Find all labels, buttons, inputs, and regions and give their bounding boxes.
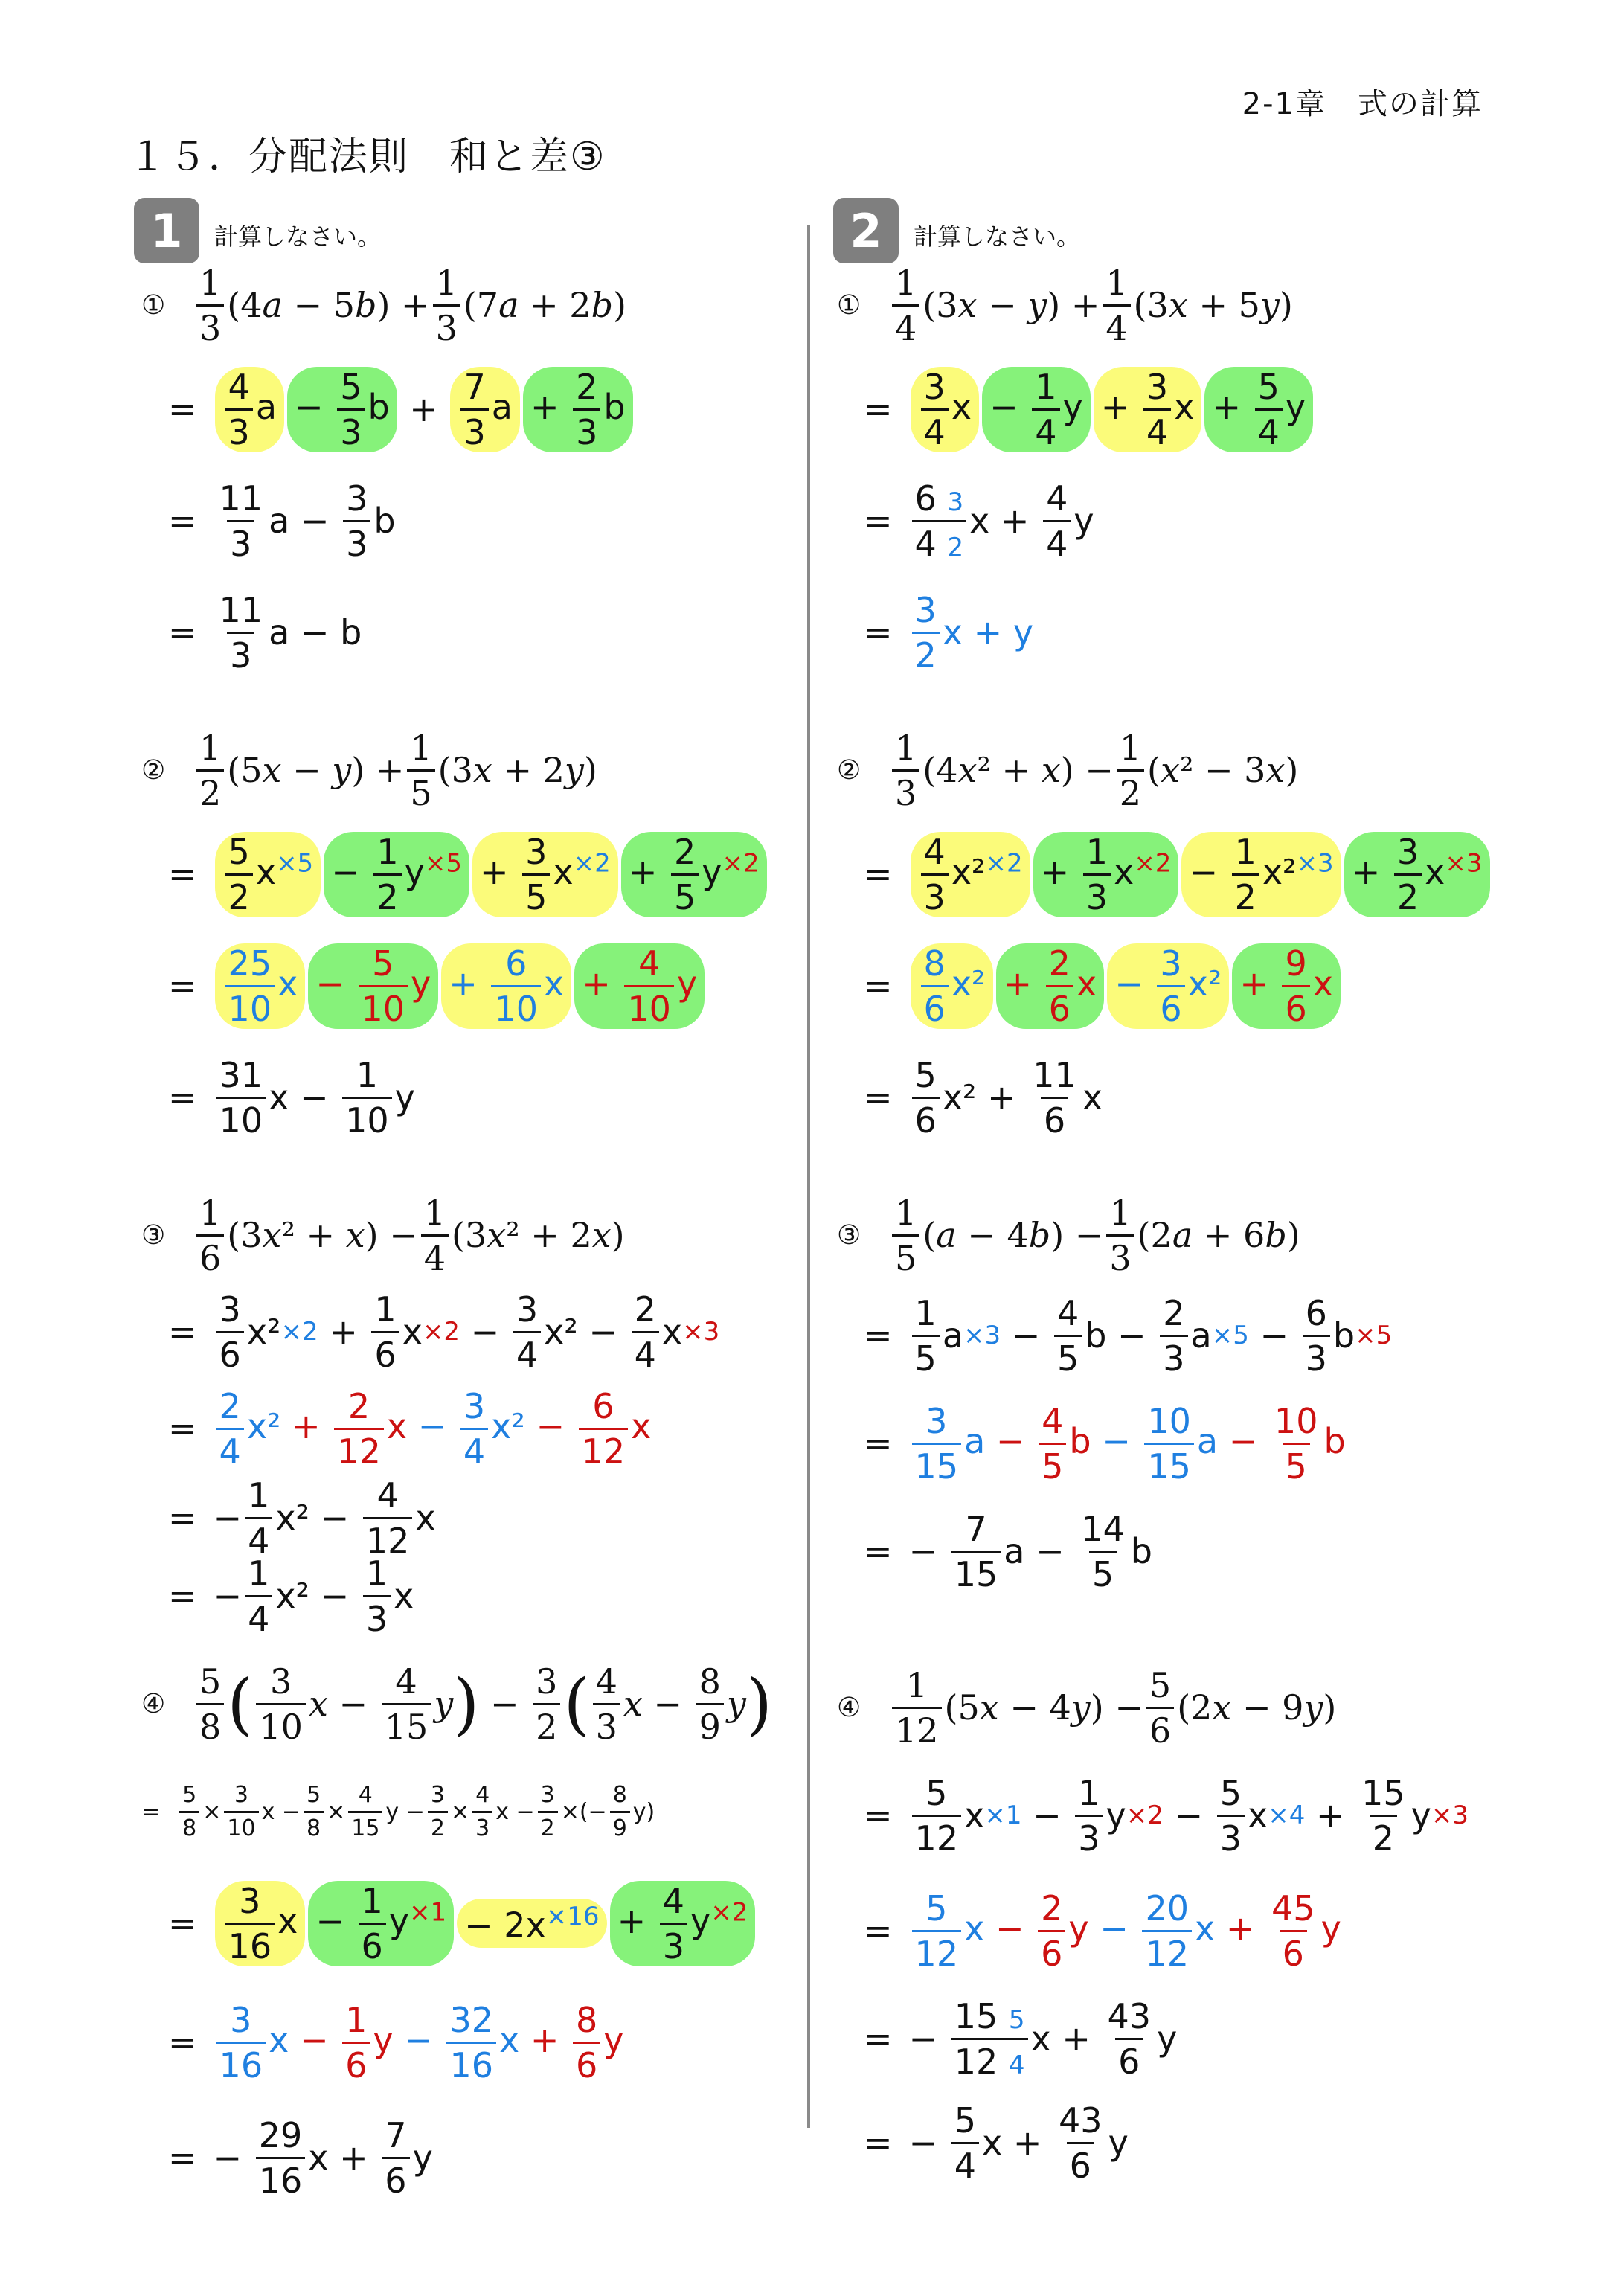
work-step: = $\frac{3}{16}$ x − $\frac{1}{6}$ $y^{\times 1}$ − $2x^{\times 16}$ + $\frac{4}{3}$ $y^{\times 2}$ [141, 1864, 841, 1983]
section-1 [134, 198, 833, 263]
work-step: = − $\frac{1}{4}$ x² − $\frac{4}{12}$ x [168, 1475, 436, 1561]
problem-1-2 [141, 722, 841, 1153]
work-step: = $\frac{5}{6}$ x² + $\frac{11}{6}$ x [864, 1054, 1103, 1141]
problem-1-4 [141, 1648, 841, 2213]
section-badge: 1 [134, 198, 199, 263]
work-step: = − $\frac{5}{4}$ x + $\frac{43}{6}$ y [864, 2100, 1129, 2186]
problem-2-1 [837, 257, 1536, 688]
problem-expression: ④ $\frac{5}{8}$ ( $\frac{3}{10}$ x − $\frac{4}{15}$ y ) − $\frac{3}{2}$ ( $\frac{4}{3}$ x − $\frac{8}{9}$ y ) [141, 1661, 773, 1747]
problem-number: ④ [141, 1688, 166, 1719]
problem-number: ② [837, 754, 861, 786]
work-step: = $\frac{25}{10}$ x − $\frac{5}{10}$ y + $\frac{6}{10}$ x + $\frac{4}{10}$ y [141, 930, 841, 1042]
section-badge: 2 [833, 198, 899, 263]
work-step: = $\frac{11}{3}$ a − b [168, 589, 362, 676]
problem-number: ① [837, 289, 861, 321]
work-step: = − $\frac{1}{4}$ x² − $\frac{1}{3}$ x [168, 1553, 414, 1639]
section-2 [833, 198, 1532, 263]
problem-2-4 [837, 1659, 1536, 2195]
problem-expression: ③ $\frac{1}{5}$ (a − 4b) − $\frac{1}{3}$ (2a + 6b) [837, 1192, 1300, 1278]
work-step: = $\frac{6 3}{4 2}$ x + $\frac{4}{4}$ y [864, 478, 1094, 564]
work-step: = $\frac{3}{6}$ x² ×2 + $\frac{1}{6}$ x ×2 − $\frac{3}{4}$ x² − $\frac{2}{4}$ x ×3 [168, 1289, 720, 1375]
work-step: = $\frac{3}{16}$ x − $\frac{1}{6}$ y − $\frac{32}{16}$ x + $\frac{8}{6}$ y [168, 1999, 624, 2085]
problem-number: ③ [837, 1219, 861, 1251]
work-step: = $\frac{5}{2}$ $x^{\times 5}$ − $\frac{1}{2}$ $y^{\times 5}$ + $\frac{3}{5}$ $x^{\times 2}$ + $\frac{2}{5}$ $y^{\times 2}$ [141, 818, 841, 930]
work-step: = $\frac{8}{6}$ x² + $\frac{2}{6}$ x − $\frac{3}{6}$ x² + $\frac{9}{6}$ x [837, 930, 1536, 1042]
problem-expression: ② $\frac{1}{3}$ (4x² + x) − $\frac{1}{2}$ (x² − 3x) [837, 727, 1299, 813]
problem-2-3 [837, 1187, 1536, 1603]
work-step: = $\frac{2}{4}$ x² + $\frac{2}{12}$ x − $\frac{3}{4}$ x² − $\frac{6}{12}$ x [168, 1385, 652, 1472]
problem-expression: ① $\frac{1}{3}$ (4a − 5b) + $\frac{1}{3}$ (7a + 2b) [141, 262, 626, 348]
work-step: = $\frac{5}{8}$ × $\frac{3}{10}$ x − $\frac{5}{8}$ × $\frac{4}{15}$ y − $\frac{3}{2}$ × $\frac{4}{3}$ x − $\frac{3}{2}$ ×(− $\frac{8}{9}$ y) [141, 1781, 655, 1841]
page-title: １５．分配法則 和と差③ [128, 135, 606, 179]
problem-2-2 [837, 722, 1536, 1153]
problem-number: ③ [141, 1219, 166, 1251]
problem-expression: ① $\frac{1}{4}$ (3x − y) + $\frac{1}{4}$ (3x + 5y) [837, 262, 1293, 348]
work-step: = − $\frac{7}{15}$ a − $\frac{14}{5}$ b [864, 1508, 1152, 1594]
work-step: = $\frac{3}{15}$ a − $\frac{4}{5}$ b − $\frac{10}{15}$ a − $\frac{10}{5}$ b [864, 1400, 1346, 1487]
instruction: 計算しなさい。 [914, 222, 1081, 251]
problem-expression: ④ $\frac{1}{12}$ (5x − 4y) − $\frac{5}{6}$ (2x − 9y) [837, 1664, 1337, 1751]
problem-number: ② [141, 754, 166, 786]
instruction: 計算しなさい。 [214, 222, 382, 251]
work-step: = $\frac{11}{3}$ a − $\frac{3}{3}$ b [168, 478, 396, 564]
work-step: = − $\frac{29}{16}$ x + $\frac{7}{6}$ y [168, 2114, 433, 2201]
problem-number: ① [141, 289, 166, 321]
work-step: = $\frac{5}{12}$ x ×1 − $\frac{1}{3}$ y ×2 − $\frac{5}{3}$ x ×4 + $\frac{15}{2}$ y ×3 [864, 1772, 1469, 1859]
work-step: = − $\frac{15 5}{12 4}$ x + $\frac{43}{6}$ y [864, 1995, 1178, 2082]
problem-expression: ② $\frac{1}{2}$ (5x − y) + $\frac{1}{5}$ (3x + 2y) [141, 727, 597, 813]
work-step: = $\frac{31}{10}$ x − $\frac{1}{10}$ y [168, 1054, 415, 1141]
work-step: = $\frac{4}{3}$ a − $\frac{5}{3}$ b + $\frac{7}{3}$ a + $\frac{2}{3}$ b [141, 353, 841, 465]
work-step: = $\frac{3}{4}$ x − $\frac{1}{4}$ y + $\frac{3}{4}$ x + $\frac{5}{4}$ y [837, 353, 1536, 465]
problem-1-3 [141, 1187, 841, 1639]
work-step: = $\frac{1}{5}$ a ×3 − $\frac{4}{5}$ b − $\frac{2}{3}$ a ×5 − $\frac{6}{3}$ b ×5 [864, 1292, 1393, 1379]
work-step: = $\frac{5}{12}$ x − $\frac{2}{6}$ y − $\frac{20}{12}$ x + $\frac{45}{6}$ y [864, 1888, 1341, 1974]
problem-1-1 [141, 257, 841, 688]
problem-number: ④ [837, 1692, 861, 1723]
work-step: = $\frac{3}{2}$ x + y [864, 589, 1034, 676]
chapter-label: 2-1章 式の計算 [1242, 87, 1483, 121]
work-step: = $\frac{4}{3}$ x²$^{\times 2}$ + $\frac{1}{3}$ $x^{\times 2}$ − $\frac{1}{2}$ x²$^{\times 3}$ + $\frac{3}{2}$ $x^{\times 3}$ [837, 818, 1536, 930]
problem-expression: ③ $\frac{1}{6}$ (3x² + x) − $\frac{1}{4}$ (3x² + 2x) [141, 1192, 625, 1278]
